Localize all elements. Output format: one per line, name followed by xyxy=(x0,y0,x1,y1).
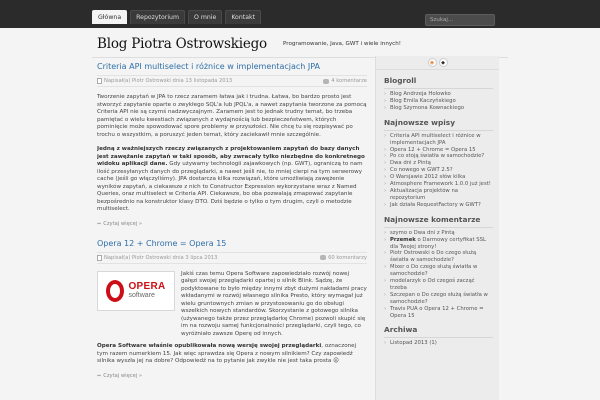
comment-icon xyxy=(323,79,329,84)
read-more-link[interactable]: ➥ Czytaj więcej » xyxy=(97,372,143,379)
recent-comment-link[interactable]: Mixer o Do czego służą światła w samochodzie? xyxy=(390,264,478,278)
blogroll-link[interactable]: Blog Szymona Kownackiego xyxy=(390,104,465,111)
settings-icon[interactable]: ◆ xyxy=(439,58,448,67)
comment-author: Przemek xyxy=(390,236,416,243)
recent-post-link[interactable]: Co nowego w GWT 2.5? xyxy=(390,167,453,174)
list-item xyxy=(384,250,493,264)
list-item xyxy=(384,160,493,167)
list-item xyxy=(384,181,493,188)
list-item xyxy=(384,230,493,237)
post xyxy=(97,239,367,379)
post xyxy=(97,62,367,227)
post-paragraph: Tworzenie zapytań w JPA to rzecz zaramem łatwa jak i trudna. Łatwa, bo bardzo prosto jest stworzyć zapytanie oparte o zwykłego SQL'a lub JPQL'a, a nawet zapytania tworzone za pomocą Criteria API nie są czymś nadzwyczajnym. Zaramem jest to jednak trudny temat, bo trzeba pamiętać o wielu kwestiach związanych z wydajnością lub bezpieczeństwem, których pominięcie może spowodować spore problemy w przyszłości. Nie chcę tu się rozpisywać po trochu o wszystkim, a poruszyć jeden temat, który zaciekawił mnie szczególnie. xyxy=(97,94,367,138)
list-item xyxy=(384,153,493,160)
widget-title: Najnowsze wpisy xyxy=(384,116,493,131)
blog-tagline: Programowanie, Java, GWT i wiele innych! xyxy=(283,41,402,47)
opera-logo-name: OPERA xyxy=(128,280,166,292)
recent-comment-link[interactable]: Piotr Ostrowski o Do czego służą światła w samochodzie? xyxy=(390,250,477,264)
recent-post-link[interactable]: Criteria API multiselect i różnice w implementacjach JPA xyxy=(390,132,481,146)
recent-post-link[interactable]: Atmosphere Framework 1.0.0 już jest! xyxy=(390,181,491,188)
post-title[interactable]: Criteria API multiselect i różnice w implementacjach JPA xyxy=(97,62,321,71)
list-item xyxy=(384,306,493,320)
post-author-date: Napisał(a) Piotr Ostrowski dnia 3 lipca 2013 xyxy=(104,254,218,261)
blogroll-link[interactable]: Blog Andrzeja Holowko xyxy=(390,91,451,97)
blog-title[interactable]: Blog Piotra Ostrowskiego xyxy=(97,36,267,52)
recent-post-link[interactable]: Po co stoją światła w samochodzie? xyxy=(390,153,485,160)
post-title[interactable]: Opera 12 + Chrome = Opera 15 xyxy=(97,238,227,248)
comment-icon xyxy=(320,255,326,260)
arrow-icon: ➥ xyxy=(97,220,102,227)
nav-tab-home[interactable]: Główna xyxy=(92,10,127,24)
nav-tab-contact[interactable]: Kontakt xyxy=(225,10,261,24)
post-paragraph xyxy=(97,146,367,214)
recent-post-link[interactable]: Aktualizacja projektów na repozytorium xyxy=(390,187,459,201)
sidebar xyxy=(375,56,499,400)
nav-tab-about[interactable]: O mnie xyxy=(188,10,222,24)
archive-link[interactable]: Listopad 2013 (1) xyxy=(390,340,437,347)
main-nav xyxy=(92,10,261,24)
widget-title: Najnowsze komentarze xyxy=(384,213,493,228)
rss-icon[interactable]: ◉ xyxy=(428,58,437,67)
widget-title: Archiwa xyxy=(384,323,493,338)
recent-comment-link[interactable]: Travis PUA o Opera 12 + Chrome = Opera 15 xyxy=(390,305,484,319)
document-icon xyxy=(97,78,102,84)
recent-post-link[interactable]: Dwa dni z Pintą xyxy=(390,160,431,167)
recent-comment-link[interactable]: szymo o Dwa dni z Pintą xyxy=(390,229,455,236)
recent-post-link[interactable]: O Warsjawie 2012 słów kilka xyxy=(390,174,466,181)
recent-comment-link[interactable]: o Darmowy certyfikat SSL dla Twojej strony! xyxy=(390,236,486,250)
post-text: , oznaczonej tym razem numerkiem 15. Jak więc sprawdza się Opera z nowym silnikiem? Czy zapowiedź silnika wyszła jej na dobre? Odpowiedź na to pytanie jak zwykle nie jest taka prosta 😜 xyxy=(97,343,357,364)
list-item xyxy=(384,278,493,292)
list-item xyxy=(384,105,493,112)
post-paragraph xyxy=(97,343,367,366)
document-icon xyxy=(97,255,102,261)
post-bold-text: Opera Software właśnie opublikowała nową wersję swojej przeglądarki xyxy=(97,343,322,349)
list-item xyxy=(384,202,493,209)
list-item xyxy=(384,98,493,105)
list-item xyxy=(384,91,493,98)
recent-comment-link[interactable]: modelarzyk o Od czegoś zacząć trzeba xyxy=(390,278,475,291)
recent-comment-link[interactable]: Szczepan o Do czego służą światła w samochodzie? xyxy=(390,291,488,305)
widget-blogroll xyxy=(376,74,499,112)
post-meta xyxy=(97,252,367,264)
blogroll-link[interactable]: Blog Emila Kaczyńskiego xyxy=(390,97,456,104)
post-paragraph: Jakiś czas temu Opera Software zapowiedziało rozwój nowej gałęzi swojej przeglądarki opartej o silnik Blink. Sądzę, że podyktowane to było między innymi zbyt dużymi nakładami pracy wkładanymi w rozwój własnego silnika Presto, który wymagał już wielu gruntownych zmian w przystosowaniu go do obsługi wszelkich nowych standardów. Skorzystanie z gotowego silnika (używanego także przez przeglądarkę Chrome) pozwoli skupić się im na rozwoju samej funkcjonalności przeglądarki, czyli tego, co wyróżniało zawsze Operę od innych. xyxy=(181,270,367,337)
widget-title: Blogroll xyxy=(384,74,493,89)
widget-recent-comments xyxy=(376,213,499,320)
post-comments-link[interactable]: 4 komentarze xyxy=(331,78,367,84)
post-bold-text: Jedną z ważniejszych rzeczy związanych z projektowaniem zapytań do bazy danych jest zawężanie zapytań w taki sposób, aby zwracały tylko niezbędne do konkretnego widoku aplikacji dane. xyxy=(97,146,365,167)
list-item xyxy=(384,264,493,278)
nav-tab-repository[interactable]: Repozytorium xyxy=(130,10,185,24)
post-comments-link[interactable]: 60 komentarzy xyxy=(328,254,367,261)
post-author-date: Napisał(a) Piotr Ostrowski dnia 13 listopada 2013 xyxy=(104,78,233,84)
post-text: Gdy używamy technologii zajawkowych (np. GWT), ograniczą to nam ilość przesyłanych danych do przeglądarki, a nawet jeśli nie, to mniej cierpi na tym serwerowy cache (jeśli go włączyliśmy). JPA dostarcza kilka rozwiązań, które umożliwiają zawężenie wyników zapytań, a ciekawsze z nich to Constructor Expression wykorzystane wraz z Named Queries, oraz multiselect w Criteria API. Ciekawsze, bo oba pozwalają zmapować zapytanie bezpośrednio na konstruktor klasy DTO. Dziś będzie o tylko o tym drugim, czyli o metodzie multiselect. xyxy=(97,161,363,212)
read-more-link[interactable]: ➥ Czytaj więcej » xyxy=(97,220,143,227)
list-item xyxy=(384,188,493,202)
widget-archives xyxy=(376,323,499,347)
main-content xyxy=(97,62,367,400)
recent-post-link[interactable]: Jak działa RequestFactory w GWT? xyxy=(390,201,481,208)
opera-logo-sub: software xyxy=(128,291,155,299)
top-bar xyxy=(0,0,600,28)
widget-recent-posts xyxy=(376,116,499,209)
list-item xyxy=(384,133,493,147)
search-input[interactable] xyxy=(425,14,495,26)
list-item xyxy=(384,340,493,347)
list-item xyxy=(384,237,493,251)
recent-post-link[interactable]: Opera 12 + Chrome = Opera 15 xyxy=(390,146,476,153)
post-meta xyxy=(97,75,367,87)
arrow-icon: ➥ xyxy=(97,372,102,379)
list-item xyxy=(384,292,493,306)
opera-logo-image xyxy=(97,271,175,311)
list-item xyxy=(384,174,493,181)
opera-o-icon xyxy=(106,280,124,302)
